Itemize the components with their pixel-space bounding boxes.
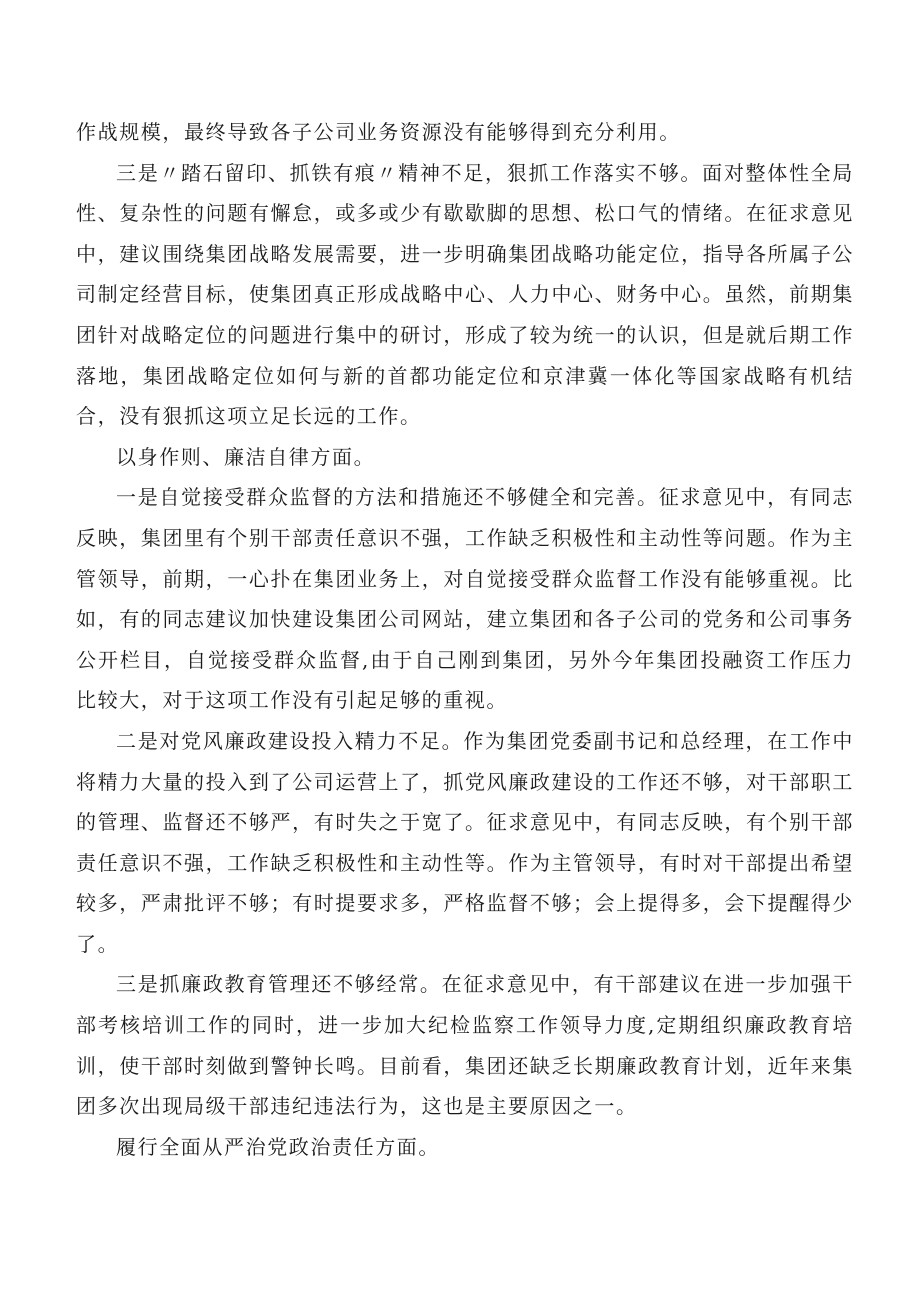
paragraph-2: 三是〃踏石留印、抓铁有痕〃精神不足，狠抓工作落实不够。面对整体性全局性、复杂性的问题有懈怠，或多或少有歇歇脚的思想、松口气的情绪。在征求意见中，建议围绕集团战略发展需要，进一步明确集团战略功能定位，指导各所属子公司制定经营目标，使集团真正形成战略中心、人力中心、财务中心。虽然，前期集团针对战略定位的问题进行集中的研讨，形成了较为统一的认识，但是就后期工作落地，集团战略定位如何与新的首都功能定位和京津冀一体化等国家战略有机结合，没有狠抓这项立足长远的工作。 xyxy=(76,160,854,429)
paragraph-5: 二是对党风廉政建设投入精力不足。作为集团党委副书记和总经理，在工作中将精力大量的投入到了公司运营上了，抓党风廉政建设的工作还不够，对干部职工的管理、监督还不够严，有时失之于宽了。征求意见中，有同志反映，有个别干部责任意识不强，工作缺乏积极性和主动性等。作为主管领导，有时对干部提出希望较多，严肃批评不够；有时提要求多，严格监督不够；会上提得多，会下提醒得少了。 xyxy=(76,728,854,956)
paragraph-6: 三是抓廉政教育管理还不够经常。在征求意见中，有干部建议在进一步加强干部考核培训工作的同时，进一步加大纪检监察工作领导力度,定期组织廉政教育培训，使干部时刻做到警钟长鸣。目前看，集团还缺乏长期廉政教育计划，近年来集团多次出现局级干部违纪违法行为，这也是主要原因之一。 xyxy=(76,972,854,1119)
paragraph-4: 一是自觉接受群众监督的方法和措施还不够健全和完善。征求意见中，有同志反映，集团里有个别干部责任意识不强，工作缺乏积极性和主动性等问题。作为主管领导，前期，一心扑在集团业务上，对自觉接受群众监督工作没有能够重视。比如，有的同志建议加快建设集团公司网站，建立集团和各子公司的党务和公司事务公开栏目，自觉接受群众监督,由于自己刚到集团，另外今年集团投融资工作压力比较大，对于这项工作没有引起足够的重视。 xyxy=(76,485,854,713)
document-body xyxy=(76,112,854,1167)
section-heading-integrity: 以身作则、廉洁自律方面。 xyxy=(116,444,376,469)
paragraph-1: 作战规模，最终导致各子公司业务资源没有能够得到充分利用。 xyxy=(76,120,681,144)
section-heading-responsibility: 履行全面从严治党政治责任方面。 xyxy=(116,1134,440,1159)
